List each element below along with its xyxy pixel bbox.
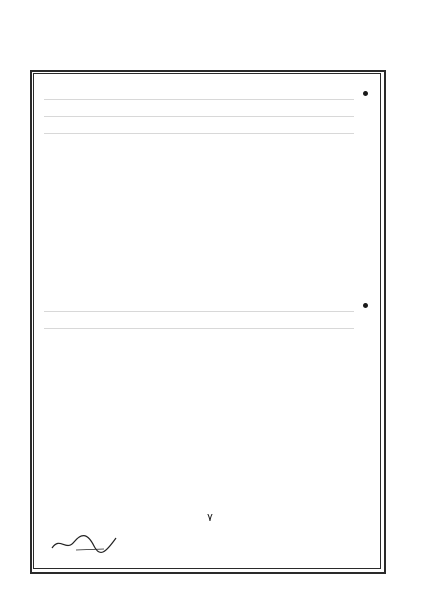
- page-number: ٧: [207, 511, 213, 524]
- text-line-placeholder: [44, 317, 354, 329]
- side-stamp-top: [400, 10, 412, 70]
- signature-icon: [46, 530, 126, 556]
- text-line-placeholder: [44, 105, 354, 117]
- signature-image: [46, 530, 126, 556]
- side-stamp-bottom: [400, 480, 412, 590]
- bullet-icon: [363, 91, 368, 96]
- text-line-placeholder: [44, 300, 354, 312]
- paragraph-2: [44, 300, 370, 450]
- paragraph-1: [44, 88, 370, 288]
- text-line-placeholder: [44, 88, 354, 100]
- document-body: [44, 88, 370, 450]
- bullet-icon: [363, 303, 368, 308]
- text-line-placeholder: [44, 122, 354, 134]
